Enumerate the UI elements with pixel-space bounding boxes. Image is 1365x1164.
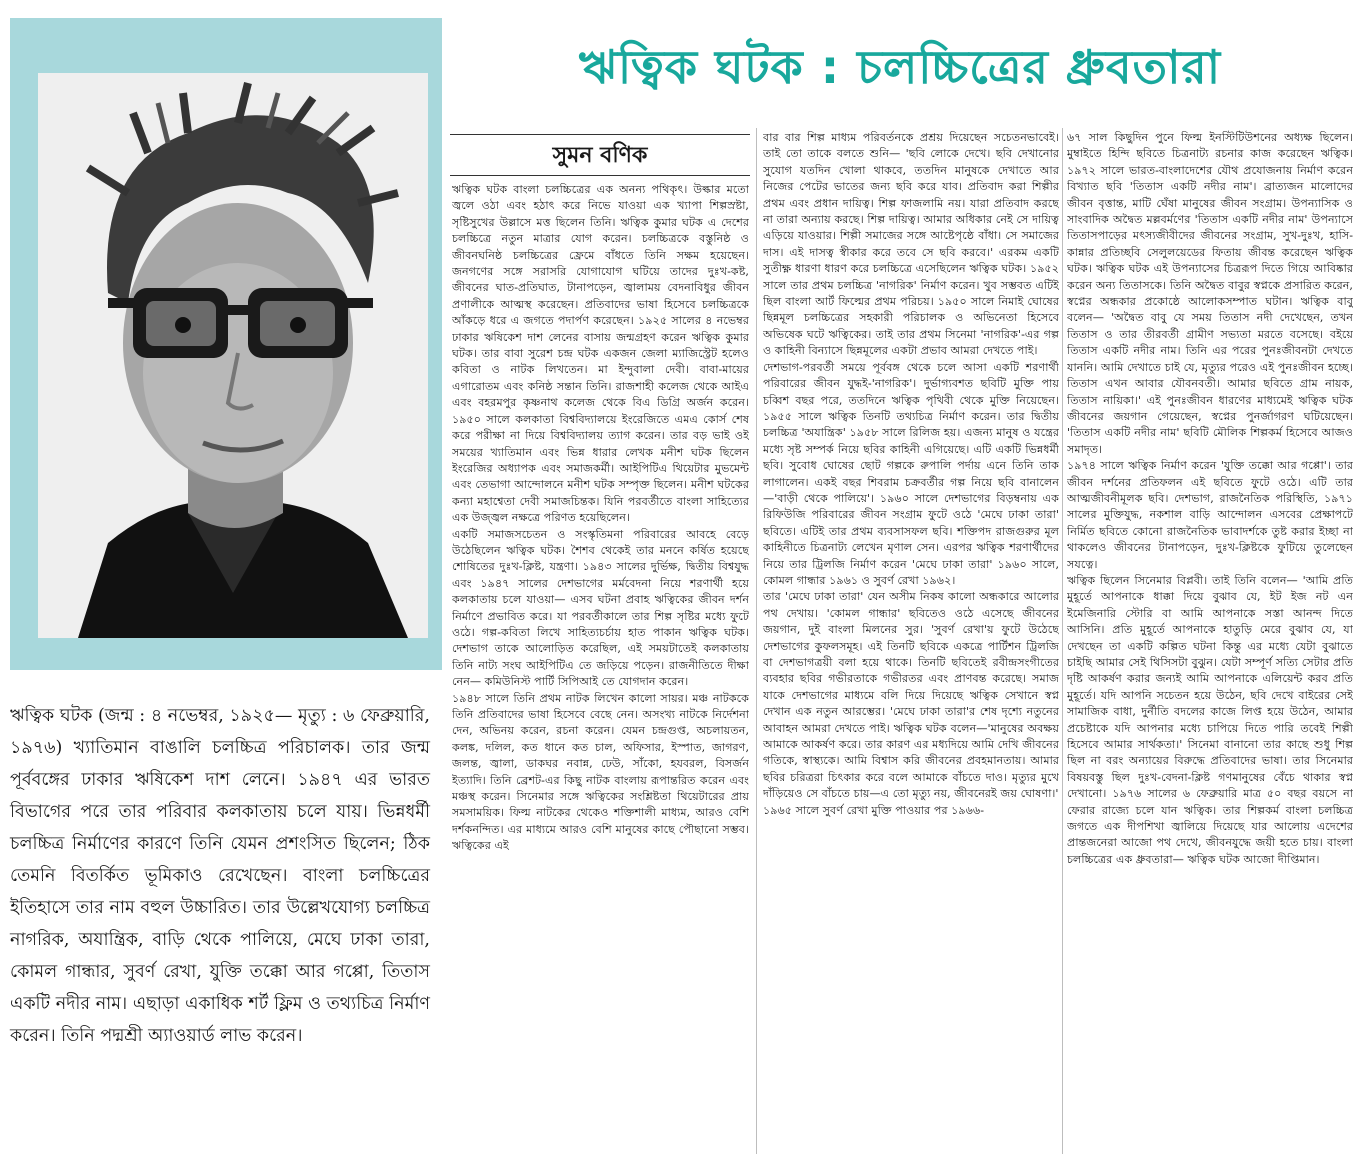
paragraph: ঋত্বিক ঘটক বাংলা চলচ্চিত্রের এক অনন্য পথিকৃৎ। উল্কার মতো জ্বলে ওঠা এবং হঠাৎ করে নিভে যাওয়া এক খ্যাপা শিল্পস্রষ্টা, সৃষ্টিসুখের উল্লাসে মত্ত ছিলেন তিনি। ঋত্বিক কুমার ঘটক এ দেশের চলচ্চিত্রে নতুন মাত্রার যোগ করেন। চলচ্চিত্রকে বস্তুনিষ্ঠ ও জীবনঘনিষ্ঠ চলচ্চিত্রের ফ্রেমে বাঁধতে তিনি সক্ষম হয়েছেন। জনগণের সঙ্গে সরাসরি যোগাযোগ ঘটিয়ে তাদের দুঃখ-কষ্ট, জীবনের ঘাত-প্রতিঘাত, টানাপড়েন, জ্বালাময় বেদনাবিধুর জীবন প্রণালীকে আত্মস্থ করেছেন। প্রতিবাদের ভাষা হিসেবে চলচ্চিত্রকে আঁকড়ে ধরে এ জগতে পদার্পণ করেছেন। ১৯২৫ সালের ৪ নভেম্বর ঢাকার ঋষিকেশ দাশ লেনের বাসায় জন্মগ্রহণ করেন ঋত্বিক কুমার ঘটক। তার বাবা সুরেশ চন্দ্র ঘটক একজন জেলা ম্যাজিস্ট্রেট হলেও কবিতা ও নাটক লিখতেন। মা ইন্দুবালা দেবী। বাবা-মায়ের এগারোতম এবং কনিষ্ঠ সন্তান তিনি। রাজশাহী কলেজ থেকে আইএ এবং বহরমপুর কৃষ্ণনাথ কলেজ থেকে বিএ ডিগ্রি অর্জন করেন। ১৯৫০ সালে কলকাতা বিশ্ববিদ্যালয়ে ইংরেজিতে এমএ কোর্স শেষ করে পরীক্ষা না দিয়ে বিশ্ববিদ্যালয় ত্যাগ করেন। তার বড় ভাই ওই সময়ের খ্যাতিমান এবং ভিন্ন ধারার লেখক মনীশ ঘটক ছিলেন ইংরেজির অধ্যাপক এবং সমাজকর্মী। আইপিটিএ থিয়েটার মুভমেন্ট এবং তেভাগা আন্দোলনে মনীশ ঘটক সম্পৃক্ত ছিলেন। মনীশ ঘটকের কন্যা মহাশ্বেতা দেবী সমাজচিন্তক। যিনি পরবর্তীতে বাংলা সাহিত্যের এক উজ্জ্বল নক্ষত্রে পরিণত হয়েছিলেন। (452, 183, 749, 525)
byline-rule-top (450, 134, 750, 135)
paragraph: দেশভাগ-পরবর্তী সময়ে পূর্ববঙ্গ থেকে চলে আসা একটি শরণার্থী পরিবারের জীবন যুদ্ধই-'নাগরিক'। দুর্ভাগ্যবশত ছবিটি মুক্তি পায় চব্বিশ বছর পরে, ততদিনে ঋত্বিক পৃথিবী থেকে মুক্তি নিয়েছেন। ১৯৫৫ সালে ঋত্বিক তিনটি তথ্যচিত্র নির্মাণ করেন। তার দ্বিতীয় চলচ্চিত্র 'অযান্ত্রিক' ১৯৫৮ সালে রিলিজ হয়। এজন্য মানুষ ও যন্ত্রের মধ্যে সৃষ্ট সম্পর্ক নিয়ে ছবির কাহিনী এগিয়েছে। এটি একটি ভিন্নধর্মী ছবি। সুবোধ ঘোষের ছোট গল্পকে রুপালি পর্দায় এনে তিনি তাক লাগালেন। একই বছর শিবরাম চক্রবর্তীর গল্প নিয়ে ছবি বানালেন—'বাড়ী থেকে পালিয়ে'। ১৯৬০ সালে দেশভাগের বিড়ম্বনায় এক রিফিউজি পরিবারের জীবন সংগ্রাম ফুটে ওঠে 'মেঘে ঢাকা তারা' ছবিতে। এটিই তার প্রথম ব্যবসাসফল ছবি। শক্তিপদ রাজগুরুর মূল কাহিনীতে চিত্রনাট্য লেখেন মৃণাল সেন। এরপর ঋত্বিক শরণার্থীদের নিয়ে তার ট্রিলজি নির্মাণ করেন 'মেঘে ঢাকা তারা' ১৯৬০ সালে, কোমল গান্ধার ১৯৬১ ও সুবর্ণ রেখা ১৯৬২। (763, 360, 1059, 587)
paragraph: ১৯৪৮ সালে তিনি প্রথম নাটক লিখেন কালো সায়র। মঞ্চ নাটককে তিনি প্রতিবাদের ভাষা হিসেবে বেছে নেন। অসংখ্য নাটকে নির্দেশনা দেন, অভিনয় করেন, রচনা করেন। যেমন চন্দ্রগুপ্ত, অচলায়তন, কলঙ্ক, দলিল, কত ধানে কত চাল, অফিসার, ইস্পাত, জাগরণ, জলন্ত, জ্বালা, ডাকঘর নবান্ন, ঢেউ, সাঁকো, হযবরল, বিসর্জন ইত্যাদি। তিনি ব্রেশট-এর কিছু নাটক বাংলায় রূপান্তরিত করেন এবং মঞ্চস্থ করেন। সিনেমার সঙ্গে ঋত্বিকের সংশ্লিষ্টতা থিয়েটারের প্রায় সমসাময়িক। ফিল্ম নাটকের থেকেও শক্তিশালী মাধ্যম, আরও বেশি দর্শকনন্দিত। এর মাধ্যমে আরও বেশি মানুষের কাছে পৌছানো সম্ভব। ঋত্বিকের এই (452, 691, 749, 853)
column-divider (1062, 128, 1063, 1154)
paragraph: ৬৭ সাল কিছুদিন পুনে ফিল্ম ইনস্টিটিউশনের অধ্যক্ষ ছিলেন। মুম্বাইতে হিন্দি ছবিতে চিত্রনাট্য রচনার কাজ করেছেন ঋত্বিক। ১৯৭২ সালে ভারত-বাংলাদেশের যৌথ প্রযোজনায় নির্মাণ করেন বিখ্যাত ছবি 'তিতাস একটি নদীর নাম'। ব্রাত্যজন মালোদের জীবন বৃত্তান্ত, মাটি ঘেঁষা মানুষের জীবন সংগ্রাম। উপন্যাসিক ও সাংবাদিক অদ্বৈত মল্লবর্মণের 'তিতাস একটি নদীর নাম' উপন্যাসে তিতাসপাড়ের মৎস্যজীবীদের জীবনের সংগ্রাম, সুখ-দুঃখ, হাসি-কান্নার প্রতিচ্ছবি সেলুলয়েডের ফিতায় জীবন্ত করেছেন ঋত্বিক ঘটক। ঋত্বিক ঘটক এই উপন্যাসের চিত্ররূপ দিতে গিয়ে আবিষ্কার করেন অন্য তিতাসকে। তিনি অদ্বৈত বাবুর স্বপ্নকে প্রসারিত করেন, স্বপ্নের অন্ধকার প্রকোষ্ঠে আলোকসম্পাত ঘটান। ঋত্বিক বাবু বলেন— 'অদ্বৈত বাবু যে সময় তিতাস নদী দেখেছেন, তখন তিতাস ও তার তীরবর্তী গ্রামীণ সভ্যতা মরতে বসেছে। বইয়ে তিতাস একটি নদীর নাম। তিনি এর পরের পুনঃজীবনটা দেখতে যাননি। আমি দেখাতে চাই যে, মৃত্যুর পরেও এই পুনঃজীবন হচ্ছে। তিতাস এখন আবার যৌবনবতী। আমার ছবিতে গ্রাম নায়ক, তিতাস নায়িকা।' এই পুনঃজীবন ধারণের মাধ্যমেই ঋত্বিক ঘটক জীবনের জয়গান গেয়েছেন, স্বপ্নের পুনর্জাগরণ ঘটিয়েছেন। 'তিতাস একটি নদীর নাম' ছবিটি মৌলিক শিল্পকর্ম হিসেবে আজও সমাদৃত। (1067, 131, 1353, 456)
paragraph: তার 'মেঘে ঢাকা তারা' যেন অসীম নিকষ কালো অন্ধকারে আলোর পথ দেখায়। 'কোমল গান্ধার' ছবিতেও ওঠে এসেছে জীবনের জয়গান, দুই বাংলা মিলনের সুর। 'সুবর্ণ রেখা'য় ফুটে উঠেছে দেশভাগের কুফলসমূহ। এই তিনটি ছবিকে একত্রে পার্টিশন ট্রিলজি বা দেশভাগত্রয়ী বলা হয়ে থাকে। তিনটি ছবিতেই রবীন্দ্রসংগীতের ব্যবহার ছবির গভীরতাকে গভীরতর এবং প্রাণবন্ত করেছে। সমাজ যাকে দেশভাগের মাধ্যমে বলি দিয়ে দিয়েছে ঋত্বিক সেখানে স্বপ্ন দেখান এক নতুন আরম্ভের। 'মেঘে ঢাকা তারা'র শেষ দৃশ্যে নতুনের আবাহন আমরা দেখতে পাই। ঋত্বিক ঘটক বলেন—'মানুষের অবক্ষয় আমাকে আকর্ষণ করে। তার কারণ এর মধ্যদিয়ে আমি দেখি জীবনের গতিকে, স্বাস্থ্যকে। আমি বিশ্বাস করি জীবনের প্রবহমানতায়। আমার ছবির চরিত্ররা চিৎকার করে বলে আমাকে বাঁচতে দাও। মৃত্যুর মুখে দাঁড়িয়েও সে বাঁচতে চায়—এ তো মৃত্যু নয়, জীবনেরই জয় ঘোষণা।' (763, 590, 1059, 801)
column-divider (756, 128, 757, 1154)
portrait-photo (38, 73, 428, 638)
article-column-1 (452, 182, 749, 1152)
headline: ঋত্বিক ঘটক : চলচ্চিত্রের ধ্রুবতারা (578, 40, 1222, 94)
paragraph: ১৯৭৪ সালে ঋত্বিক নির্মাণ করেন 'যুক্তি তক্কো আর গপ্পো'। তার জীবন দর্শনের প্রতিফলন এই ছবিতে ফুটে ওঠে। এটি তার আত্মজীবনীমূলক ছবি। দেশভাগ, রাজনৈতিক পরিস্থিতি, ১৯৭১ সালের মুক্তিযুদ্ধ, নকশাল বাড়ি আন্দোলন এসবের প্রেক্ষাপটে নির্মিত ছবিতে কোনো রাজনৈতিক ভাবাদর্শকে তুষ্ট করার ইচ্ছা না থাকলেও জীবনের টানাপড়েন, দুঃখ-ক্লিষ্টকে ফুটিয়ে তুলেছেন সযত্নে। (1067, 459, 1353, 571)
paragraph: ঋত্বিক ছিলেন সিনেমার বিপ্লবী। তাই তিনি বলেন— 'আমি প্রতি মুহূর্তে আপনাকে ধাক্কা দিয়ে বুঝাব যে, ইট ইজ নট এন ইমেজিনারি স্টোরি বা আমি আপনাকে সস্তা আনন্দ দিতে আসিনি। প্রতি মুহূর্তে আপনাকে হাতুড়ি মেরে বুঝাব যে, যা দেখছেন তা একটি কল্পিত ঘটনা কিন্তু এর মধ্যে যেটা বুঝাতে চাইছি আমার সেই থিসিসটা বুঝুন। যেটা সম্পূর্ণ সত্যি সেটার প্রতি দৃষ্টি আকর্ষণ করার জন্যই আমি আপনাকে এলিয়েন্ট করব প্রতি মুহূর্তে। যদি আপনি সচেতন হয়ে উঠেন, ছবি দেখে বাইরের সেই সামাজিক বাধা, দুর্নীতি বদলের কাজে লিপ্ত হয়ে উঠেন, আমার প্রচেষ্টাকে যদি আপনার মধ্যে চাপিয়ে দিতে পারি তবেই শিল্পী হিসেবে আমার সার্থকতা।' সিনেমা বানানো তার কাছে শুধু শিল্প ছিল না বরং অন্যায়ের বিরুদ্ধে প্রতিবাদের ভাষা। তার সিনেমার বিষয়বস্তু ছিল দুঃখ-বেদনা-ক্লিষ্ট গণমানুষের বেঁচে থাকার স্বপ্ন দেখানো। ১৯৭৬ সালের ৬ ফেব্রুয়ারি মাত্র ৫০ বছর বয়সে না ফেরার রাজ্যে চলে যান ঋত্বিক। তার শিল্পকর্ম বাংলা চলচ্চিত্র জগতে এক দীপশিখা জ্বালিয়ে দিয়েছে যার আলোয় এদেশের প্রান্তজনেরা আজো পথ দেখে, জীবনযুদ্ধে জয়ী হতে চায়। বাংলা চলচ্চিত্রের এক ধ্রুবতারা— ঋত্বিক ঘটক আজো দীপ্তিমান। (1067, 573, 1353, 866)
paragraph: একটি সমাজসচেতন ও সংস্কৃতিমনা পরিবারের আবহে বেড়ে উঠেছিলেন ঋত্বিক ঘটক। শৈশব থেকেই তার মননে কর্ষিত হয়েছে শোষিতের দুঃখ-ক্লিষ্ট, যন্ত্রণা। ১৯৪৩ সালের দুর্ভিক্ষ, দ্বিতীয় বিশ্বযুদ্ধ এবং ১৯৪৭ সালের দেশভাগের মর্মবেদনা নিয়ে শরণার্থী হয়ে কলকাতায় চলে যাওয়া— এসব ঘটনা প্রবাহ ঋত্বিকের জীবন দর্শন নির্মাণে প্রভাবিত করে। যা পরবর্তীকালে তার শিল্প সৃষ্টির মধ্যে ফুটে ওঠে। গল্প-কবিতা লিখে সাহিত্যচর্চায় হাত পাকান ঋত্বিক ঘটক। দেশভাগ তাকে আলোড়িত করেছিল, এই সময়টাতেই কলকাতায় তিনি নাট্য সংঘ আইপিটিএ তে জড়িয়ে পড়েন। রাজনীতিতে দীক্ষা নেন— কমিউনিস্ট পার্টি সিপিআই তে যোগদান করেন। (452, 527, 749, 689)
byline: সুমন বণিক (552, 142, 648, 168)
photo-frame (10, 18, 442, 670)
paragraph: বার বার শিল্প মাধ্যম পরিবর্তনকে প্রশ্রয় দিয়েছেন সচেতনভাবেই। তাই তো তাকে বলতে শুনি— 'ছবি লোকে দেখে। ছবি দেখানোর সুযোগ যতদিন খোলা থাকবে, ততদিন মানুষকে দেখাতে আর নিজের পেটের ভাতের জন্য ছবি করে যাব। প্রতিবাদ করা শিল্পীর প্রথম এবং প্রধান দায়িত্ব। শিল্প ফাজলামি নয়। যারা প্রতিবাদ করছে না তারা অন্যায় করছে। শিল্প দায়িত্ব। আমার অধিকার নেই সে দায়িত্ব এড়িয়ে যাওয়ার। শিল্পী সমাজের সঙ্গে আষ্টেপৃষ্ঠে বাঁধা। সে সমাজের দাস। এই দাসত্ব স্বীকার করে তবে সে ছবি করবে।' এরকম একটি সুতীক্ষ্ণ ধারণা ধারণ করে চলচ্চিত্রে এসেছিলেন ঋত্বিক ঘটক। ১৯৫২ সালে তার প্রথম চলচ্চিত্র 'নাগরিক' নির্মাণ করেন। খুব সম্ভবত এটিই ছিল বাংলা আর্ট ফিল্মের প্রথম পরিচয়। ১৯৫০ সালে নিমাই ঘোষের ছিন্নমূল চলচ্চিত্রের সহকারী পরিচালক ও অভিনেতা হিসেবে অভিষেক ঘটে ঋত্বিকের। তাই তার প্রথম সিনেমা 'নাগরিক'-এর গল্প ও কাহিনী বিন্যাসে ছিন্নমূলের একটা প্রভাব আমরা দেখতে পাই। (763, 131, 1059, 358)
byline-rule-bottom (450, 175, 750, 176)
portrait-photo-icon (38, 73, 428, 638)
article-column-2 (763, 130, 1059, 1152)
photo-caption: ঋত্বিক ঘটক (জন্ম : ৪ নভেম্বর, ১৯২৫— মৃত্যু : ৬ ফেব্রুয়ারি, ১৯৭৬) খ্যাতিমান বাঙালি চলচ্চিত্র পরিচালক। তার জন্ম পূর্ববঙ্গের ঢাকার ঋষিকেশ দাশ লেনে। ১৯৪৭ এর ভারত বিভাগের পরে তার পরিবার কলকাতায় চলে যায়। ভিন্নধর্মী চলচ্চিত্র নির্মাণের কারণে তিনি যেমন প্রশংসিত ছিলেন; ঠিক তেমনি বিতর্কিত ভূমিকাও রেখেছেন। বাংলা চলচ্চিত্রের ইতিহাসে তার নাম বহুল উচ্চারিত। তার উল্লেখযোগ্য চলচ্চিত্র নাগরিক, অযান্ত্রিক, বাড়ি থেকে পালিয়ে, মেঘে ঢাকা তারা, কোমল গান্ধার, সুবর্ণ রেখা, যুক্তি তক্কো আর গপ্পো, তিতাস একটি নদীর নাম। এছাড়া একাধিক শর্ট ফ্লিম ও তথ্যচিত্র নির্মাণ করেন। তিনি পদ্মশ্রী অ্যাওয়ার্ড লাভ করেন। (10, 706, 430, 1046)
article-column-3 (1067, 130, 1353, 1152)
paragraph: ১৯৬৫ সালে সুবর্ণ রেখা মুক্তি পাওয়ার পর ১৯৬৬- (763, 803, 985, 817)
